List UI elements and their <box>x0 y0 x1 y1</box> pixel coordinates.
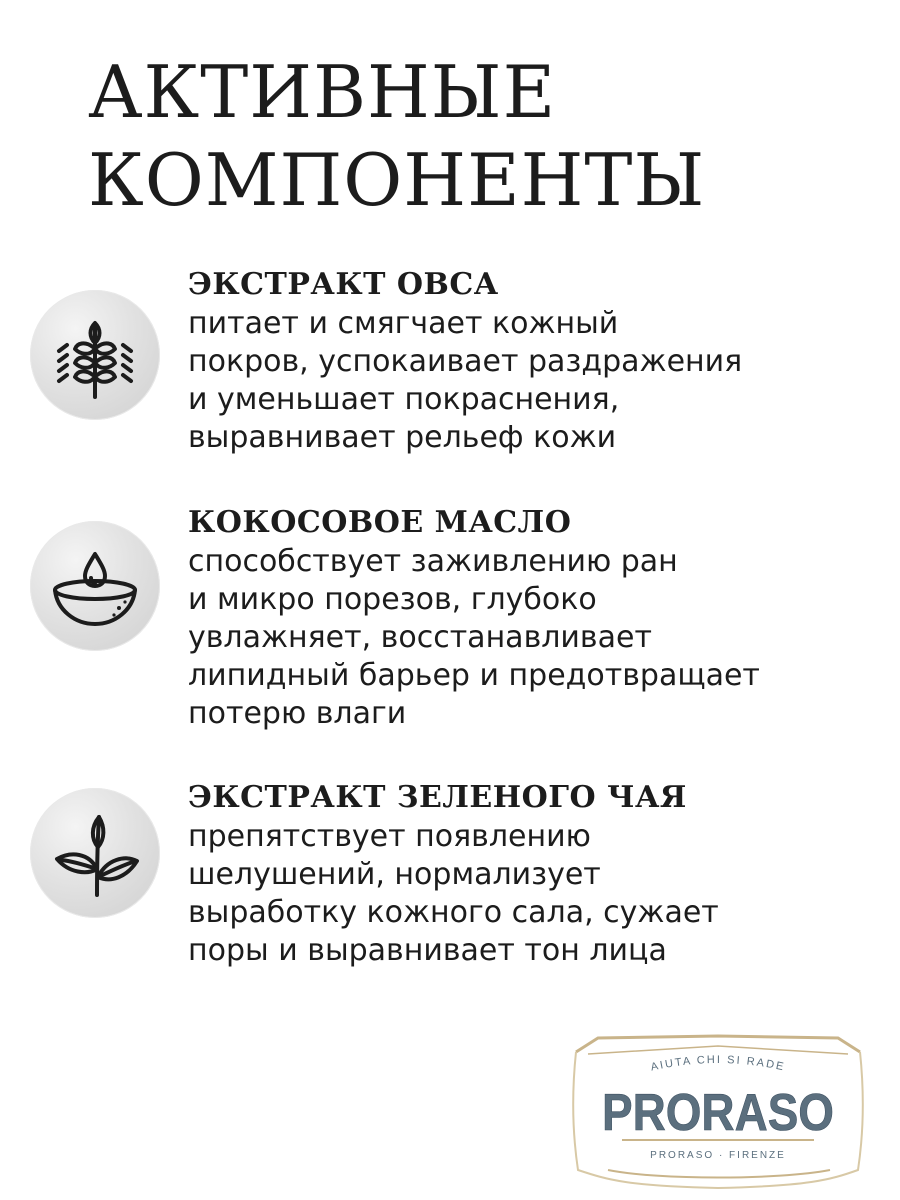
ingredient-description-line: выравнивает рельеф кожи <box>188 420 617 455</box>
ingredient-description-line: поры и выравнивает тон лица <box>188 933 667 968</box>
ingredient-description-line: питает и смягчает кожный <box>188 306 619 341</box>
logo-wordmark: PRORASO <box>602 1084 834 1142</box>
ingredient-description-line: и микро порезов, глубоко <box>188 582 597 617</box>
logo-tagline: AIUTA CHI SI RADE <box>649 1053 787 1074</box>
wheat-icon <box>30 290 160 420</box>
ingredient-description-line: выработку кожного сала, сужает <box>188 895 719 930</box>
ingredient-description-line: препятствует появлению <box>188 819 591 854</box>
ingredient-green-tea-text <box>188 780 878 970</box>
ingredient-description <box>188 305 878 457</box>
ingredient-description-line: покров, успокаивает раздражения <box>188 344 743 379</box>
coconut-oil-icon <box>30 521 160 651</box>
ingredient-description-line: потерю влаги <box>188 696 407 731</box>
ingredient-description-line: шелушений, нормализует <box>188 857 601 892</box>
ingredient-name: ЭКСТРАКТ ЗЕЛЕНОГО ЧАЯ <box>188 780 687 815</box>
ingredient-description-line: способствует заживлению ран <box>188 544 678 579</box>
page-title-line-1: АКТИВНЫЕ <box>88 50 557 134</box>
ingredient-oat-text <box>188 267 878 457</box>
ingredient-description <box>188 818 878 970</box>
page-title <box>88 48 848 224</box>
tea-leaf-icon <box>30 788 160 918</box>
ingredient-description-line: липидный барьер и предотвращает <box>188 658 760 693</box>
logo-subline: PRORASO · FIRENZE <box>650 1150 786 1161</box>
ingredient-description-line: увлажняет, восстанавливает <box>188 620 652 655</box>
ingredient-coconut-text <box>188 505 878 733</box>
brand-logo <box>568 1030 868 1200</box>
ingredient-description-line: и уменьшает покраснения, <box>188 382 620 417</box>
ingredient-name: ЭКСТРАКТ ОВСА <box>188 267 499 302</box>
ingredient-name: КОКОСОВОЕ МАСЛО <box>188 505 572 540</box>
ingredient-description <box>188 543 878 733</box>
page-title-line-2: КОМПОНЕНТЫ <box>88 138 706 222</box>
